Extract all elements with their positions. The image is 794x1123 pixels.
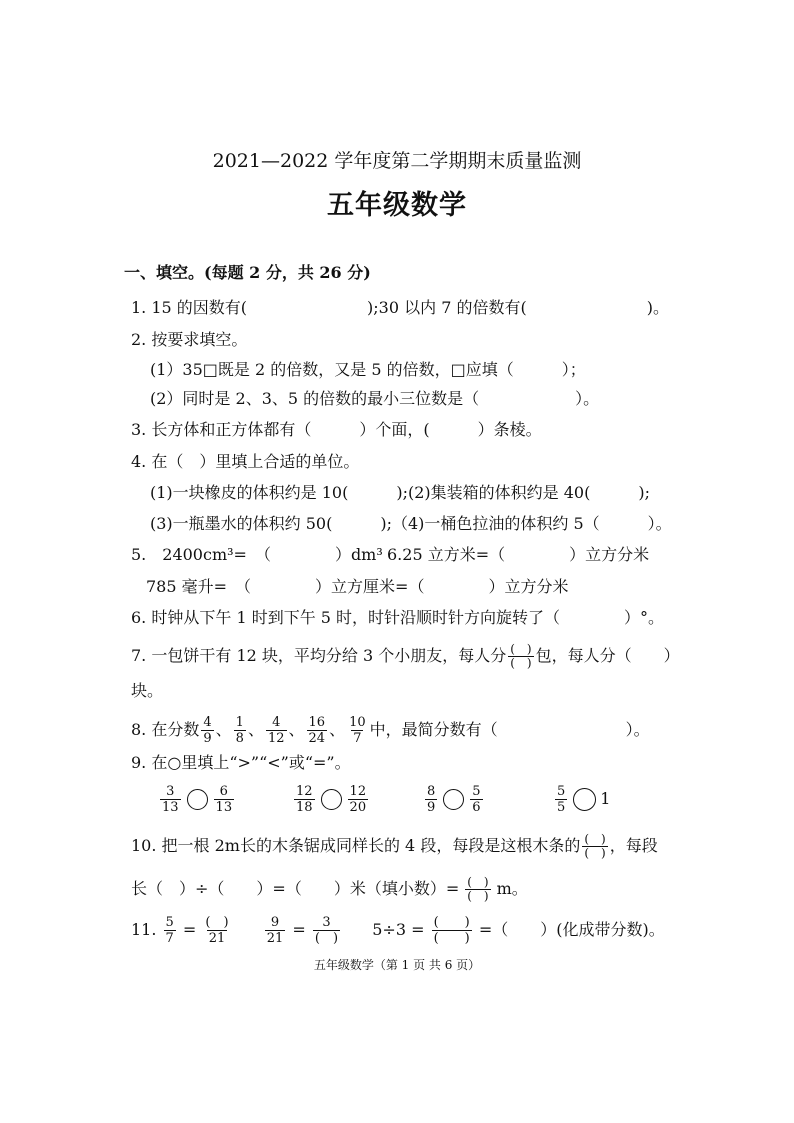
q1-part-a: 1. 15 的因数有( xyxy=(131,298,248,317)
q11-blank-2[interactable]: $\frac{3}{( )}$ xyxy=(314,915,339,946)
q9-value-one: 1 xyxy=(600,789,611,808)
q10-blank-fraction-2[interactable]: $\frac{( )}{( )}$ xyxy=(467,875,489,903)
q9-compare-1: $\frac{3}{13}$ $\frac{6}{13}$ xyxy=(162,784,233,815)
page-footer: 五年级数学（第 1 页 共 6 页） xyxy=(313,958,481,972)
question-4-sub-1: (1)一块橡皮的体积约是 10( );(2)集装箱的体积约是 40( ); xyxy=(150,483,650,502)
q8-fraction-4: $\frac{16}{24}$ xyxy=(308,715,326,746)
q10-part-a: 10. 把一根 2m长的木条锯成同样长的 4 段，每段是这根木条的 xyxy=(131,836,581,855)
question-3: 3. 长方体和正方体都有（ ）个面，( ）条棱。 xyxy=(131,420,542,439)
question-8 xyxy=(131,715,650,746)
section-heading: 一、填空。(每题 2 分，共 26 分) xyxy=(124,263,371,282)
question-2-stem: 2. 按要求填空。 xyxy=(131,330,248,349)
q8-fraction-1: $\frac{4}{9}$ xyxy=(203,715,212,746)
question-9-stem: 9. 在○里填上“>”“<”或“=”。 xyxy=(131,753,351,772)
q10-part-b: ，每段 xyxy=(609,836,658,855)
subject-title: 五年级数学 xyxy=(327,190,467,221)
q10-blank-fraction-1[interactable]: $\frac{( )}{( )}$ xyxy=(584,832,606,860)
question-2-sub-1: (1）35□既是 2 的倍数，又是 5 的倍数，□应填（ ）； xyxy=(150,360,586,379)
q11-eq: = xyxy=(182,920,197,939)
exam-title: 2021—2022 学年度第二学期期末质量监测 xyxy=(212,150,582,172)
question-7-cont: 块。 xyxy=(131,681,164,700)
question-4-sub-2: (3)一瓶墨水的体积约 50( );（4)一桶色拉油的体积约 5（ ）。 xyxy=(150,514,672,533)
q9-circle-2[interactable] xyxy=(321,789,342,810)
question-1 xyxy=(131,298,669,318)
q8-sep: 、 xyxy=(288,720,305,739)
q11-blank-3[interactable]: $\frac{( )}{( )}$ xyxy=(433,915,470,946)
question-6: 6. 时钟从下午 1 时到下午 5 时，时针沿顺时针方向旋转了（ ）°。 xyxy=(131,608,665,627)
question-4-stem: 4. 在（ ）里填上合适的单位。 xyxy=(131,452,360,471)
q7-part-a: 7. 一包饼干有 12 块，平均分给 3 个小朋友，每人分 xyxy=(131,646,507,665)
q11-label: 11. xyxy=(131,920,157,939)
q8-sep: 、 xyxy=(247,720,264,739)
q10-part-d: m。 xyxy=(496,879,528,898)
q8-fraction-2: $\frac{1}{8}$ xyxy=(235,715,244,746)
q10-part-c: 长（ ）÷（ ）=（ ）米（填小数）= xyxy=(131,879,460,898)
question-5-a: 5. 2400cm³= （ ）dm³ xyxy=(131,545,383,564)
q9-compare-3: $\frac{8}{9}$ $\frac{5}{6}$ xyxy=(427,784,481,815)
question-11: 11. $\frac{5}{7}$ = $\frac{( )}{21}$ $\frac{9}{21}$ = $\frac{3}{( )}$ 5÷3 = $\frac{( )}{( )}$ =（ ）(化成带分数)。 xyxy=(131,915,665,946)
q9-compare-2: $\frac{12}{18}$ $\frac{12}{20}$ xyxy=(296,784,367,815)
question-2-sub-2: (2）同时是 2、3、5 的倍数的最小三位数是（ ）。 xyxy=(150,389,600,408)
q7-part-b: 包，每人分（ ） xyxy=(535,646,680,665)
question-5-c: 785 毫升= （ ）立方厘米=（ ）立方分米 xyxy=(146,577,569,596)
q11-tail: =（ ）(化成带分数)。 xyxy=(478,920,665,939)
q9-compare-4: $\frac{5}{5}$ 1 xyxy=(557,784,611,815)
q9-circle-3[interactable] xyxy=(443,789,464,810)
q8-sep: 、 xyxy=(215,720,232,739)
question-10-cont xyxy=(131,876,528,903)
q8-part-a: 8. 在分数 xyxy=(131,720,200,739)
q8-fraction-5: $\frac{10}{7}$ xyxy=(349,715,366,746)
q9-circle-4[interactable] xyxy=(573,788,596,811)
q8-sep: 、 xyxy=(329,720,346,739)
q11-blank-1[interactable]: $\frac{( )}{21}$ xyxy=(205,915,229,946)
q1-part-c: )。 xyxy=(646,298,669,317)
q8-part-b: 中，最简分数有（ ）。 xyxy=(369,720,650,739)
q1-part-b: );30 以内 7 的倍数有( xyxy=(367,298,527,317)
q11-eq: = xyxy=(292,920,306,939)
q7-blank-fraction[interactable]: $\frac{( )}{( )}$ xyxy=(510,642,532,670)
q9-circle-1[interactable] xyxy=(187,789,208,810)
question-10 xyxy=(131,833,658,860)
q11-division: 5÷3 = xyxy=(372,920,425,939)
q8-fraction-3: $\frac{4}{12}$ xyxy=(267,715,285,746)
question-5-b: 6.25 立方米=（ ）立方分米 xyxy=(387,545,650,564)
question-7 xyxy=(131,643,680,670)
